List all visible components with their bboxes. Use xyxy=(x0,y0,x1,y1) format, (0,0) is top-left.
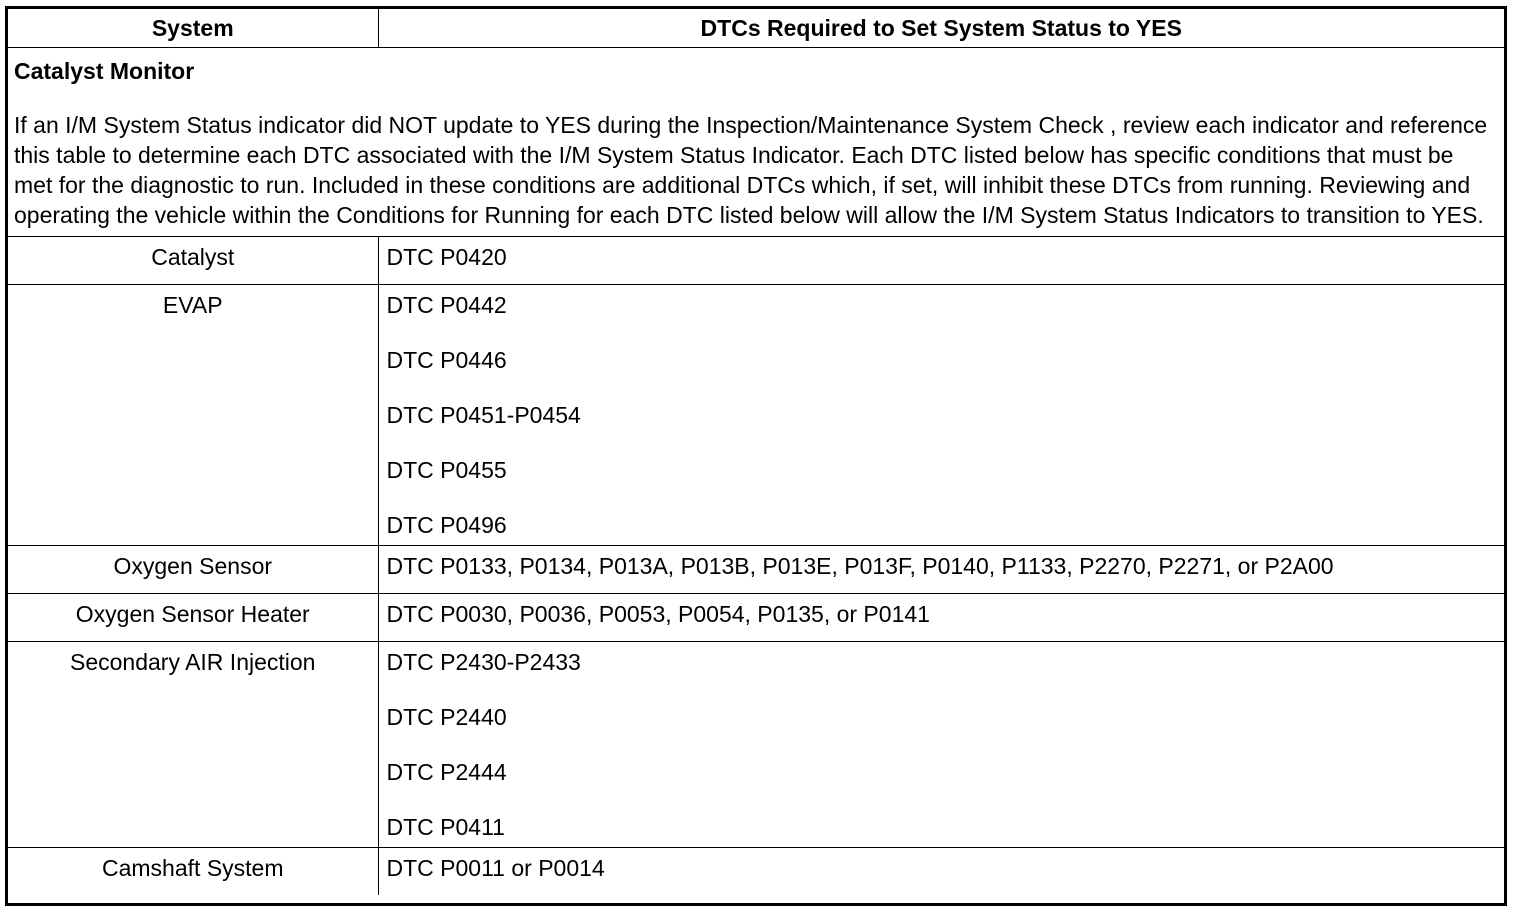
intro-cell xyxy=(8,48,1504,237)
dtc-entry: DTC P0446 xyxy=(386,347,507,373)
table-row xyxy=(8,285,1504,546)
dtc-entry: DTC P0420 xyxy=(386,244,507,270)
intro-body: If an I/M System Status indicator did NOT update to YES during the Inspection/Maintenance System Check , review each indicator and reference this table to determine each DTC associated with the I/M System Status Indicator. Each DTC listed below has specific conditions that must be met for the diagnostic to run. Included in these conditions are additional DTCs which, if set, will inhibit these DTCs from running. Reviewing and operating the vehicle within the Conditions for Running for each DTC listed below will allow the I/M System Status Indicators to transition to YES. xyxy=(14,112,1488,228)
system-cell: Camshaft System xyxy=(8,848,378,896)
system-cell: Secondary AIR Injection xyxy=(8,642,378,848)
table-row xyxy=(8,546,1504,594)
dtc-entry: DTC P2430-P2433 xyxy=(386,649,581,675)
intro-row xyxy=(8,48,1504,237)
dtc-entry: DTC P0133, P0134, P013A, P013B, P013E, P013F, P0140, P1133, P2270, P2271, or P2A00 xyxy=(386,553,1334,579)
dtc-cell xyxy=(378,848,1504,896)
table-row xyxy=(8,237,1504,285)
dtc-entry: DTC P2440 xyxy=(386,704,507,730)
system-cell: Catalyst xyxy=(8,237,378,285)
header-dtcs: DTCs Required to Set System Status to YES xyxy=(378,9,1504,48)
intro-title: Catalyst Monitor xyxy=(14,58,195,84)
dtc-entry: DTC P0030, P0036, P0053, P0054, P0135, or P0141 xyxy=(386,601,930,627)
system-cell: Oxygen Sensor xyxy=(8,546,378,594)
table-row xyxy=(8,642,1504,848)
dtc-cell xyxy=(378,594,1504,642)
dtc-entry: DTC P0451-P0454 xyxy=(386,402,581,428)
system-cell: Oxygen Sensor Heater xyxy=(8,594,378,642)
dtc-status-table xyxy=(8,9,1504,895)
table-row xyxy=(8,848,1504,896)
dtc-cell xyxy=(378,237,1504,285)
dtc-entry: DTC P2444 xyxy=(386,759,507,785)
header-row xyxy=(8,9,1504,48)
dtc-status-table-frame xyxy=(5,6,1507,906)
dtc-cell xyxy=(378,642,1504,848)
dtc-cell xyxy=(378,546,1504,594)
dtc-cell xyxy=(378,285,1504,546)
dtc-entry: DTC P0496 xyxy=(386,512,507,538)
header-system: System xyxy=(8,9,378,48)
table-row xyxy=(8,594,1504,642)
dtc-entry: DTC P0442 xyxy=(386,292,507,318)
system-cell: EVAP xyxy=(8,285,378,546)
dtc-entry: DTC P0411 xyxy=(386,814,505,840)
dtc-entry: DTC P0011 or P0014 xyxy=(386,855,605,881)
dtc-entry: DTC P0455 xyxy=(386,457,507,483)
